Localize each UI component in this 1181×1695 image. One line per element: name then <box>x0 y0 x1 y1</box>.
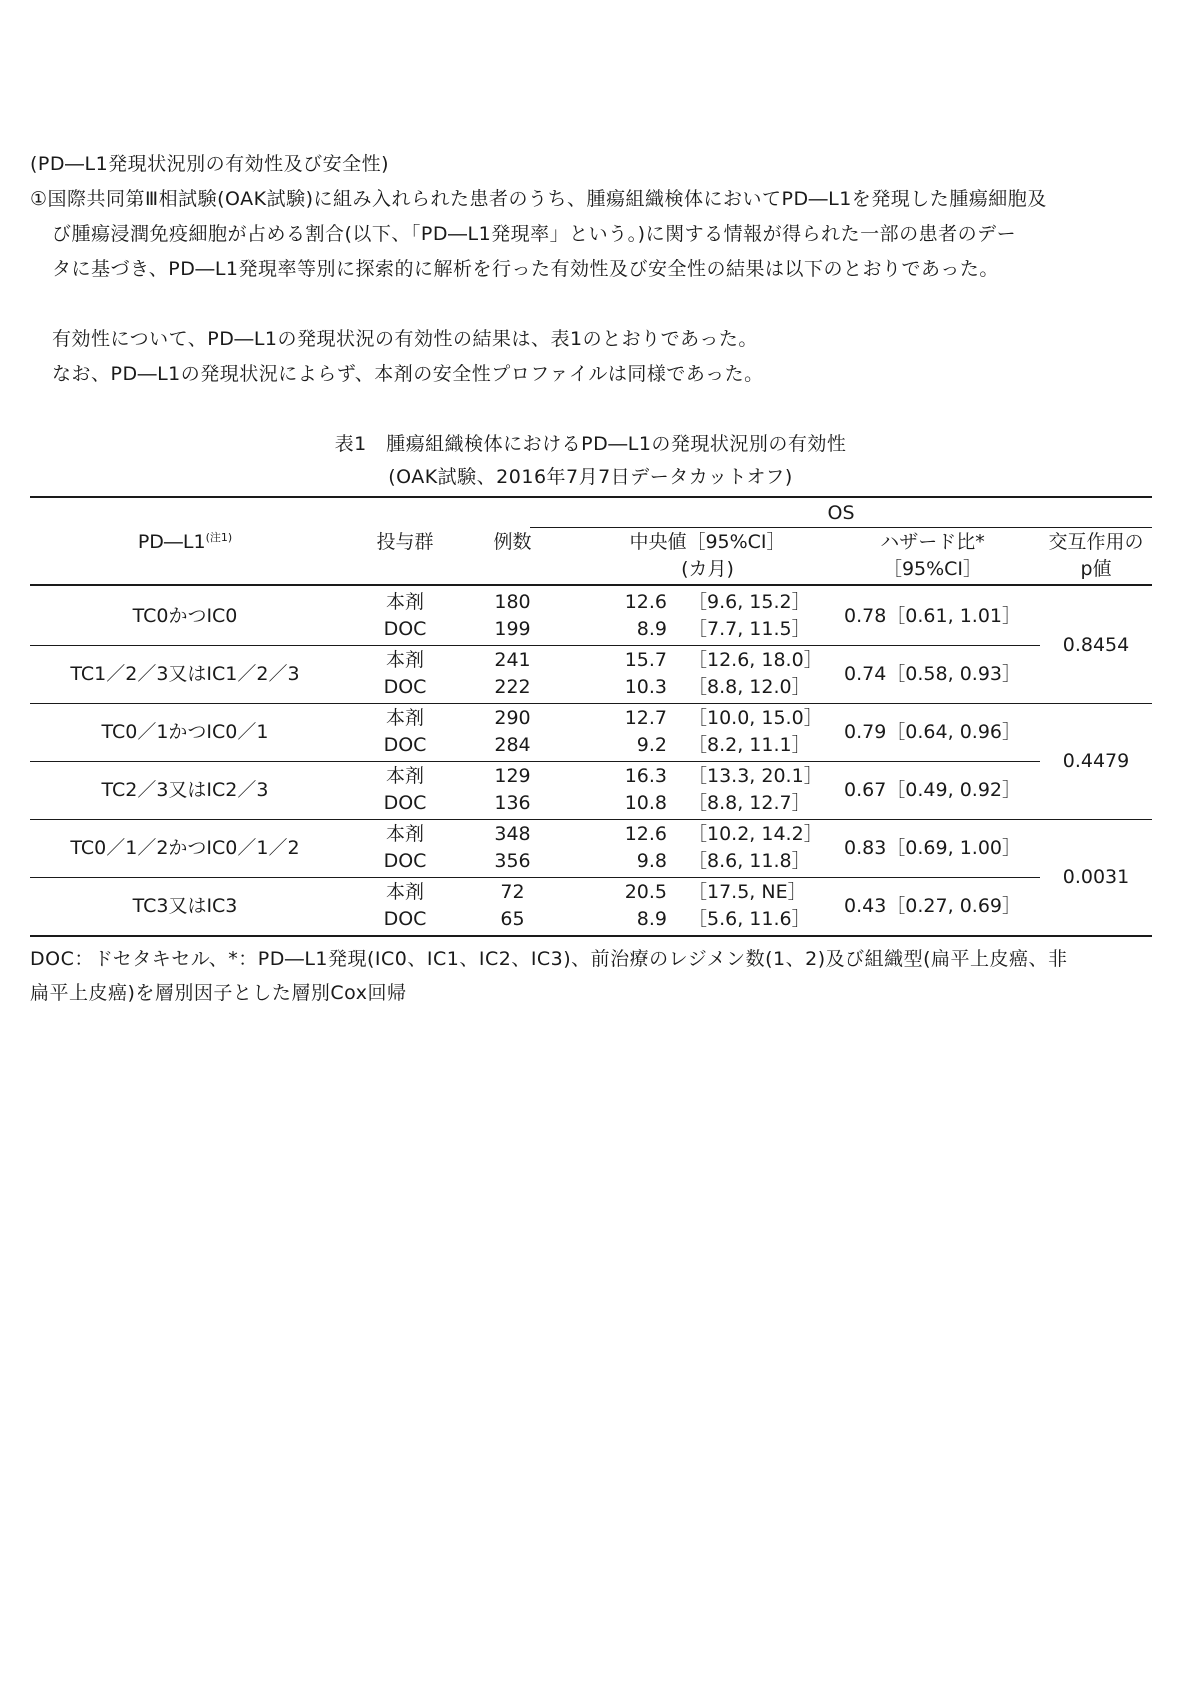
n-value: 180 <box>494 591 531 613</box>
median-value: 10.3 <box>624 676 667 698</box>
table-caption: 表1 腫瘍組織検体におけるPD―L1の発現状況別の有効性 <box>334 433 847 455</box>
header-pdl1-note: (注1) <box>205 531 233 544</box>
median-value: 12.6 <box>624 823 667 845</box>
arm-label: DOC <box>383 850 427 872</box>
median-value: 8.9 <box>636 908 667 930</box>
median-value: 16.3 <box>624 765 667 787</box>
header-hr: ハザード比* <box>880 531 985 553</box>
paragraph2-line2: なお、PD―L1の発現状況によらず、本剤の安全性プロファイルは同様であった。 <box>52 363 764 385</box>
median-ci: ［17.5, NE］ <box>688 881 807 903</box>
subgroup-name: TC0かつIC0 <box>132 605 238 627</box>
header-median: 中央値［95%CI］ <box>629 531 786 553</box>
subgroup-rule <box>30 761 1040 762</box>
arm-label: 本剤 <box>385 707 424 729</box>
header-median-unit: (カ月) <box>681 558 734 580</box>
median-ci: ［5.6, 11.6］ <box>688 908 811 930</box>
median-ci: ［8.8, 12.7］ <box>688 792 811 814</box>
median-value: 12.6 <box>624 591 667 613</box>
n-value: 241 <box>494 649 531 671</box>
paragraph2-line1: 有効性について、PD―L1の発現状況の有効性の結果は、表1のとおりであった。 <box>52 328 758 350</box>
arm-label: 本剤 <box>385 649 424 671</box>
median-value: 15.7 <box>624 649 667 671</box>
n-value: 356 <box>494 850 531 872</box>
arm-label: DOC <box>383 734 427 756</box>
header-p-value: p値 <box>1080 558 1112 580</box>
os-rule <box>530 527 1152 528</box>
arm-label: 本剤 <box>385 765 424 787</box>
footnote-line2: 扁平上皮癌)を層別因子とした層別Cox回帰 <box>30 982 407 1004</box>
table-subcaption: (OAK試験、2016年7月7日データカットオフ) <box>388 466 793 488</box>
group-rule <box>30 703 1152 704</box>
arm-label: DOC <box>383 618 427 640</box>
n-value: 348 <box>494 823 531 845</box>
median-ci: ［8.6, 11.8］ <box>688 850 811 872</box>
group-rule <box>30 819 1152 820</box>
subgroup-name: TC3又はIC3 <box>132 895 238 917</box>
median-ci: ［10.2, 14.2］ <box>688 823 823 845</box>
footnote-line1: DOC：ドセタキセル、*：PD―L1発現(IC0、IC1、IC2、IC3)、前治療のレジメン数(1、2)及び組織型(扁平上皮癌、非 <box>30 948 1068 970</box>
subgroup-rule <box>30 645 1040 646</box>
arm-label: 本剤 <box>385 881 424 903</box>
n-value: 199 <box>494 618 531 640</box>
hazard-ratio: 0.43［0.27, 0.69］ <box>844 895 1021 917</box>
n-value: 284 <box>494 734 531 756</box>
hazard-ratio: 0.79［0.64, 0.96］ <box>844 721 1021 743</box>
median-value: 20.5 <box>624 881 667 903</box>
interaction-p-value: 0.8454 <box>1062 634 1130 656</box>
n-value: 222 <box>494 676 531 698</box>
median-value: 12.7 <box>624 707 667 729</box>
subgroup-name: TC1／2／3又はIC1／2／3 <box>70 663 300 685</box>
interaction-p-value: 0.4479 <box>1062 750 1130 772</box>
arm-label: DOC <box>383 676 427 698</box>
header-os: OS <box>827 502 855 524</box>
median-value: 8.9 <box>636 618 667 640</box>
hazard-ratio: 0.74［0.58, 0.93］ <box>844 663 1021 685</box>
median-value: 9.8 <box>636 850 667 872</box>
hazard-ratio: 0.78［0.61, 1.01］ <box>844 605 1021 627</box>
arm-label: 本剤 <box>385 591 424 613</box>
n-value: 136 <box>494 792 531 814</box>
header-pdl1: PD―L1$^{(注1)}$ <box>137 531 233 553</box>
header-n: 例数 <box>493 531 532 553</box>
median-value: 9.2 <box>636 734 667 756</box>
arm-label: DOC <box>383 792 427 814</box>
paragraph1-line2: び腫瘍浸潤免疫細胞が占める割合(以下、「PD―L1発現率」という。)に関する情報が得られた一部の患者のデー <box>52 223 1017 245</box>
paragraph1-line3: タに基づき、PD―L1発現率等別に探索的に解析を行った有効性及び安全性の結果は以下のとおりであった。 <box>52 258 999 280</box>
n-value: 65 <box>500 908 525 930</box>
arm-label: 本剤 <box>385 823 424 845</box>
median-ci: ［8.8, 12.0］ <box>688 676 811 698</box>
header-p: 交互作用の <box>1048 531 1144 553</box>
subgroup-name: TC0／1かつIC0／1 <box>101 721 269 743</box>
hazard-ratio: 0.83［0.69, 1.00］ <box>844 837 1021 859</box>
paragraph1-line1: ①国際共同第Ⅲ相試験(OAK試験)に組み入れられた患者のうち、腫瘍組織検体においてPD―L1を発現した腫瘍細胞及 <box>30 188 1047 210</box>
arm-label: DOC <box>383 908 427 930</box>
subgroup-rule <box>30 877 1040 878</box>
median-ci: ［7.7, 11.5］ <box>688 618 811 640</box>
n-value: 129 <box>494 765 531 787</box>
section-heading: (PD―L1発現状況別の有効性及び安全性) <box>30 153 390 175</box>
subgroup-name: TC2／3又はIC2／3 <box>101 779 269 801</box>
table-top-rule <box>30 496 1152 498</box>
median-ci: ［10.0, 15.0］ <box>688 707 823 729</box>
header-rule <box>30 584 1152 586</box>
median-value: 10.8 <box>624 792 667 814</box>
hazard-ratio: 0.67［0.49, 0.92］ <box>844 779 1021 801</box>
interaction-p-value: 0.0031 <box>1062 866 1130 888</box>
median-ci: ［12.6, 18.0］ <box>688 649 823 671</box>
median-ci: ［9.6, 15.2］ <box>688 591 811 613</box>
n-value: 290 <box>494 707 531 729</box>
n-value: 72 <box>500 881 525 903</box>
header-arm: 投与群 <box>376 531 434 553</box>
median-ci: ［8.2, 11.1］ <box>688 734 811 756</box>
table-bottom-rule <box>30 935 1152 937</box>
median-ci: ［13.3, 20.1］ <box>688 765 823 787</box>
header-hr-ci: ［95%CI］ <box>882 558 983 580</box>
subgroup-name: TC0／1／2かつIC0／1／2 <box>70 837 300 859</box>
